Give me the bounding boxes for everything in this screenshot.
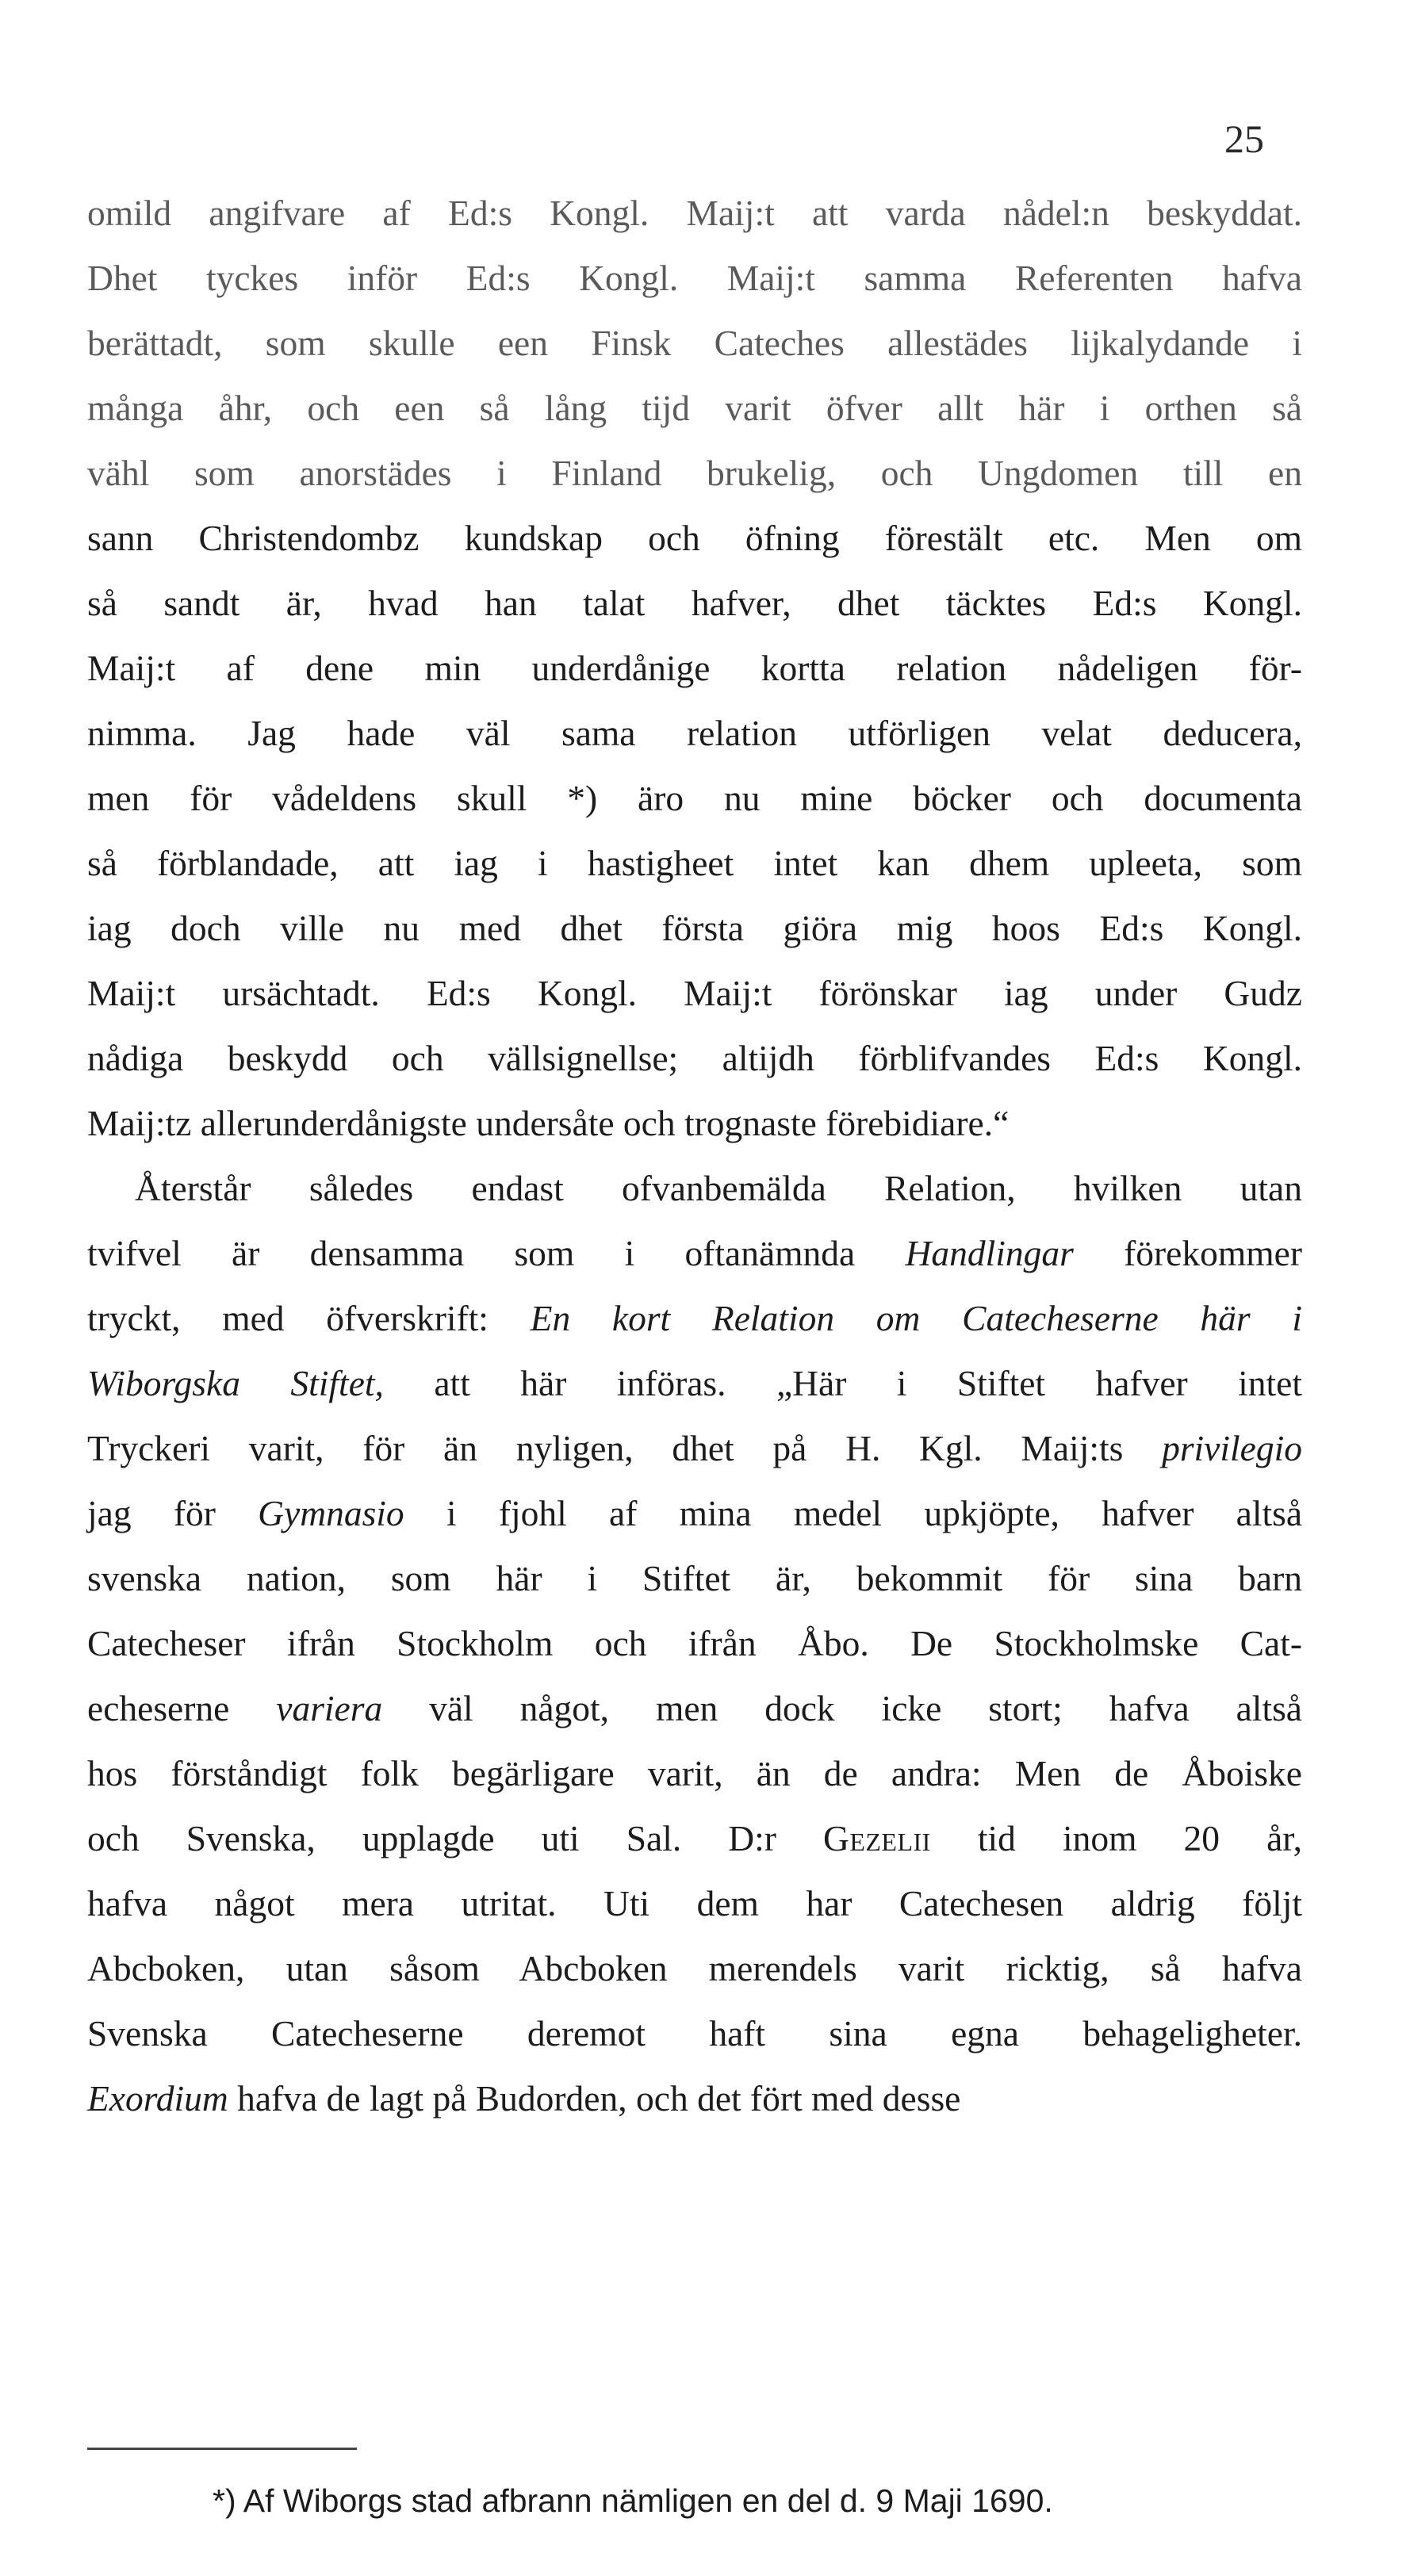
text-line: och Svenska, upplagde uti Sal. D:r Gezelii tid inom 20 år, xyxy=(87,1818,1302,1858)
text-line: Abcboken, utan såsom Abcboken merendels varit ricktig, så hafva xyxy=(87,1948,1302,1988)
text-line: Maij:t af dene min underdånige kortta relation nådeligen för- xyxy=(87,648,1302,688)
italic-phrase: Gymnasio xyxy=(258,1493,404,1533)
text-line: hos förståndigt folk begärligare varit, än de andra: Men de Åboiske xyxy=(87,1753,1302,1793)
body-text xyxy=(87,181,1302,2131)
italic-phrase: privilegio xyxy=(1162,1428,1302,1468)
text-line: omild angifvare af Ed:s Kongl. Maij:t att varda nådel:n beskyddat. xyxy=(87,193,1302,233)
italic-phrase: Handlingar xyxy=(905,1233,1074,1273)
text-line: iag doch ville nu med dhet första giöra mig hoos Ed:s Kongl. xyxy=(87,908,1302,948)
small-caps-name: Gezelii xyxy=(822,1818,931,1858)
page-number: 25 xyxy=(1224,117,1264,161)
text-line: vähl som anorstädes i Finland brukelig, och Ungdomen till en xyxy=(87,453,1302,493)
text-line: nådiga beskydd och vällsignellse; altijdh förblifvandes Ed:s Kongl. xyxy=(87,1038,1302,1078)
italic-phrase: En kort Relation om Catecheserne här i xyxy=(530,1298,1302,1338)
text-line: Dhet tyckes inför Ed:s Kongl. Maij:t samma Referenten hafva xyxy=(87,258,1302,298)
text-line: så förblandade, att iag i hastigheet intet kan dhem upleeta, som xyxy=(87,843,1302,883)
text-line: men för vådeldens skull *) äro nu mine böcker och documenta xyxy=(87,778,1302,818)
text-line: Maij:t ursächtadt. Ed:s Kongl. Maij:t förönskar iag under Gudz xyxy=(87,973,1302,1013)
text-line: Svenska Catecheserne deremot haft sina egna behageligheter. xyxy=(87,2013,1302,2054)
italic-phrase: Exordium xyxy=(87,2078,228,2119)
footnote: *) Af Wiborgs stad afbrann nämligen en del d. 9 Maji 1690. xyxy=(213,2482,1053,2519)
text-line: så sandt är, hvad han talat hafver, dhet täcktes Ed:s Kongl. xyxy=(87,583,1302,623)
text-line: Wiborgska Stiftet, att här införas. „Här i Stiftet hafver intet xyxy=(87,1363,1302,1403)
text-line: Exordium hafva de lagt på Budorden, och det fört med desse xyxy=(87,2078,961,2119)
text-line: tvifvel är densamma som i oftanämnda Handlingar förekommer xyxy=(87,1233,1302,1273)
text-line: hafva något mera utritat. Uti dem har Catechesen aldrig följt xyxy=(87,1883,1302,1923)
footnote-rule xyxy=(87,2448,357,2450)
text-line: Tryckeri varit, för än nyligen, dhet på H. Kgl. Maij:ts privilegio xyxy=(87,1428,1302,1468)
italic-phrase: Wiborgska Stiftet, xyxy=(87,1363,384,1403)
text-line: Maij:tz allerunderdånigste undersåte och trognaste förebidiare.“ xyxy=(87,1103,1010,1143)
text-line: Catecheser ifrån Stockholm och ifrån Åbo. De Stockholmske Cat- xyxy=(87,1623,1302,1663)
text-line: Återstår således endast ofvanbemälda Relation, hvilken utan xyxy=(135,1168,1302,1208)
text-line: berättadt, som skulle een Finsk Cateches allestädes lijkalydande i xyxy=(87,323,1302,363)
text-line: sann Christendombz kundskap och öfning förestält etc. Men om xyxy=(87,518,1302,558)
text-line: svenska nation, som här i Stiftet är, bekommit för sina barn xyxy=(87,1558,1302,1598)
text-line: tryckt, med öfverskrift: En kort Relation om Catecheserne här i xyxy=(87,1298,1302,1338)
text-line: nimma. Jag hade väl sama relation utförligen velat deducera, xyxy=(87,713,1302,753)
italic-phrase: variera xyxy=(276,1688,383,1728)
text-line: echeserne variera väl något, men dock icke stort; hafva altså xyxy=(87,1688,1302,1728)
text-line: jag för Gymnasio i fjohl af mina medel upkjöpte, hafver altså xyxy=(87,1493,1303,1533)
text-line: många åhr, och een så lång tijd varit öfver allt här i orthen så xyxy=(87,388,1302,428)
